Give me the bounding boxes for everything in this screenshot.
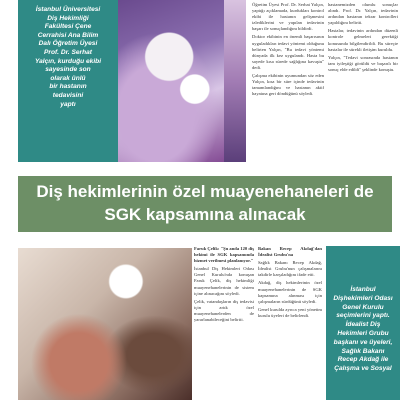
headline-bar — [18, 176, 392, 232]
paragraph: Hastalar, tedavinin ardından düzenli kontrole gelmeleri gerektiği konusunda bilgilendirildi. Bu süreçte hastalar ile sürekli iletişim kuruldu. — [328, 28, 398, 52]
top-highlight-box — [18, 0, 118, 162]
bottom-highlight-box — [326, 246, 400, 400]
headline-line-2: SGK kapsamına alınacak — [104, 205, 306, 224]
top-photo — [118, 0, 246, 162]
paragraph: Akdağ, diş hekimlerinin özel muayenehanelerinin de SGK kapsamına alınması için çalışmaların sürdüğünü söyledi. — [258, 280, 322, 304]
paragraph: Çalışma ekibinin uyumundan söz eden Yalçın, kısa bir süre içinde tedavinin tamamlandığını ve hastanın aktif hayatına geri döndüğünü söyledi. — [252, 73, 324, 97]
bottom-article-column-2 — [258, 246, 322, 400]
photo-edge-strip — [224, 0, 246, 162]
paragraph: Sağlık Bakanı Recep Akdağ, İdealist Grubu'nun çalışmalarını takdirle karşıladığını ifade etti. — [258, 260, 322, 278]
bottom-article-column-1 — [194, 246, 254, 400]
bottom-highlight-text: İstanbul Dişhekimleri Odası Genel Kurulu seçimlerini yaptı. İdealist Diş Hekimleri Grubu başkanı ve üyeleri, Sağlık Bakanı Recep Akdağ ile Çalışma ve Sosyal — [333, 286, 393, 373]
top-article-column-2 — [328, 2, 398, 160]
paragraph: hastanemizden olumlu sonuçlar alındı. Prof. Dr. Yalçın, tedavinin ardından hastanın tekrar kontrolleri yapıldığını belirtti. — [328, 2, 398, 26]
paragraph: Öğretim Üyesi Prof. Dr. Serhat Yalçın, yaptığı açıklamada, kurdukları kontrol ekibi ile hastanın gelişmesini izlediklerini ve yapılan tedavinin başarı ile sonuçlandığını bildirdi. — [252, 2, 324, 32]
headline-line-1: Diş hekimlerinin özel muayenehaneleri de — [36, 182, 374, 201]
page-headline — [18, 180, 392, 226]
bottom-photo — [18, 248, 192, 400]
paragraph: Genel kurulda ayrıca yeni yönetim kurulu üyeleri de belirlendi. — [258, 306, 322, 318]
paragraph: Çelik, vatandaşların diş tedavisi için artık özel muayenehanelerden de yararlanabileceğini belirtti. — [194, 298, 254, 323]
paragraph: Doktor ekibinin en önemli başarısının uyguladıkları tedavi yöntemi olduğunu belirten Yalçın, "Bu tedavi yöntemi dünyada ilk kez uygulandı. Hasta bu sayede kısa sürede sağlığına kavuştu" dedi. — [252, 34, 324, 70]
top-highlight-text: İstanbul Üniversitesi Diş Hekimliği Fakültesi Çene Cerrahisi Ana Bilim Dalı Öğretim Üyesi Prof. Dr. Serhat Yalçın, kurduğu ekibi sayesinde son olarak ünlü bir hastanın tedavisini yaptı — [34, 6, 102, 108]
paragraph: Yalçın, "Tedavi sonrasında hastanın tam iyileştiği görüldü ve başarılı bir sonuç elde edildi" şeklinde konuştu. — [328, 54, 398, 72]
paragraph: İstanbul Diş Hekimleri Odası Genel Kurulu'nda konuşan Faruk Çelik, diş hekimliği muayenehanelerinin de sistem içine alınacağını söyledi. — [194, 266, 254, 296]
paragraph-lead: Bakan Recep Akdağ'dan İdealist Grubu'na — [258, 246, 322, 258]
top-article-column-1 — [252, 2, 324, 160]
paragraph-lead: Faruk Çelik: "Şu anda 120 diş hekimi ile SGK kapsamında hizmet verilmesi planlanıyor." — [194, 246, 254, 264]
